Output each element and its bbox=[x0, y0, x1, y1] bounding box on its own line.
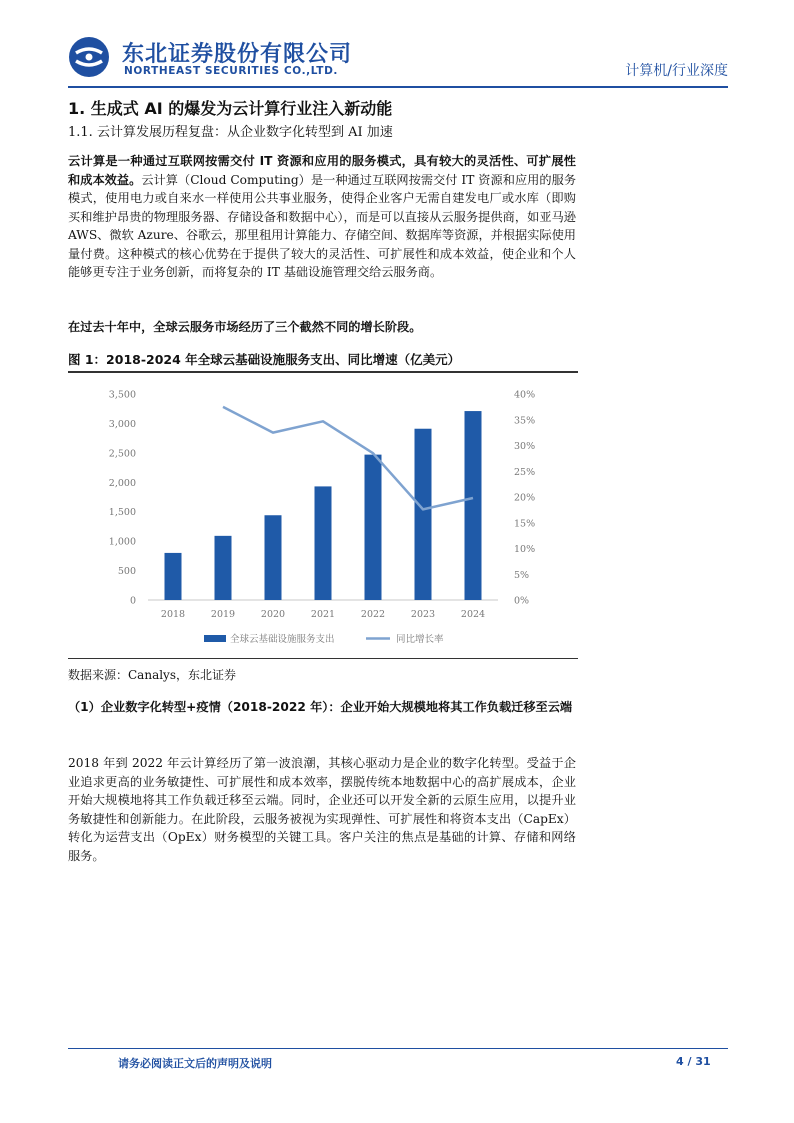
y2-tick-label: 40% bbox=[514, 389, 536, 401]
x-tick-label: 2022 bbox=[360, 609, 386, 620]
paragraph-growth-stages: 在过去十年中，全球云服务市场经历了三个截然不同的增长阶段。 bbox=[68, 320, 422, 334]
company-name-en: NORTHEAST SECURITIES CO.,LTD. bbox=[124, 65, 338, 77]
page-header bbox=[68, 30, 728, 86]
figure-bottom-rule bbox=[68, 658, 578, 659]
x-tick-label: 2018 bbox=[160, 609, 186, 620]
y2-tick-label: 0% bbox=[514, 595, 530, 607]
y2-tick-label: 20% bbox=[514, 492, 536, 504]
y2-tick-label: 5% bbox=[514, 569, 530, 581]
y-tick-label: 0 bbox=[129, 595, 136, 607]
y-tick-label: 1,500 bbox=[108, 507, 136, 519]
page-number: 4 / 31 bbox=[676, 1055, 711, 1068]
x-tick-label: 2021 bbox=[310, 609, 336, 620]
paragraph-intro-body: 云计算（Cloud Computing）是一种通过互联网按需交付 IT 资源和应用的服务模式，使用电力或自来水一样使用公共事业服务，使得企业客户无需自建发电厂或水库（即购买和维护昂贵的物理服务器、存储设备和数据中心），而是可以直接从云服务提供商，如亚马逊 AWS、微软 Azure、谷歌云，那里租用计算能力、存储空间、数据库等资源，并根据实际使用量付费。这种模式的核心优势在于提供了较大的灵活性、可扩展性和成本效益，使企业和个人能够更专注于业务创新，而将复杂的 IT 基础设施管理交给云服务商。 bbox=[68, 172, 577, 279]
figure-title: 图 1：2018-2024 年全球云基础设施服务支出、同比增速（亿美元） bbox=[68, 352, 461, 367]
bar-spend-2023 bbox=[415, 429, 432, 600]
y-tick-label: 3,000 bbox=[108, 418, 136, 430]
footer-divider bbox=[68, 1048, 728, 1049]
stage-one-heading: （1）企业数字化转型+疫情（2018-2022 年）：企业开始大规模地将其工作负载迁移至云端 bbox=[68, 700, 573, 714]
bar-spend-2022 bbox=[365, 455, 382, 600]
y2-tick-label: 10% bbox=[514, 544, 536, 555]
section-subtitle: 1.1. 云计算发展历程复盘：从企业数字化转型到 AI 加速 bbox=[68, 125, 393, 140]
x-tick-label: 2023 bbox=[410, 609, 436, 620]
figure-source: 数据来源：Canalys，东北证券 bbox=[68, 668, 236, 682]
x-tick-label: 2024 bbox=[460, 609, 486, 620]
report-type: 计算机/行业深度 bbox=[625, 63, 728, 79]
header-divider bbox=[68, 86, 728, 88]
bar-spend-2020 bbox=[265, 515, 282, 600]
bar-spend-2019 bbox=[215, 536, 232, 600]
footer-disclaimer: 请务必阅读正文后的声明及说明 bbox=[118, 1057, 272, 1070]
stage-one-body: 2018 年到 2022 年云计算经历了第一波浪潮，其核心驱动力是企业的数字化转型。受益于企业追求更高的业务敏捷性、可扩展性和成本效率，摆脱传统本地数据中心的高扩展成本，企业开始大规模地将其工作负载迁移至云端。同时，企业还可以开发全新的云原生应用，以提升业务敏捷性和创新能力。在此阶段，云服务被视为实现弹性、可扩展性和将资本支出（CapEx）转化为运营支出（OpEx）财务模型的关键工具。客户关注的焦点是基础的计算、存储和网络服务。 bbox=[68, 756, 576, 863]
paragraph-intro-lead: 云计算是一种通过互联网按需交付 IT 资源和应用的服务模式，具有较大的灵活性、可扩展性和成本效益。 bbox=[68, 154, 576, 187]
y2-tick-label: 15% bbox=[514, 518, 536, 530]
y-tick-label: 500 bbox=[117, 566, 136, 578]
paragraph-intro bbox=[68, 152, 576, 282]
y-tick-label: 1,000 bbox=[108, 536, 136, 548]
y-tick-label: 2,000 bbox=[108, 477, 136, 489]
y-tick-label: 2,500 bbox=[108, 448, 136, 460]
y2-tick-label: 30% bbox=[514, 441, 536, 452]
legend-label-growth: 同比增长率 bbox=[396, 634, 444, 645]
bar-spend-2018 bbox=[165, 553, 182, 600]
legend-label-spend: 全球云基础设施服务支出 bbox=[230, 634, 335, 645]
company-logo-icon bbox=[68, 36, 110, 78]
legend-swatch-spend bbox=[204, 635, 226, 642]
bar-spend-2024 bbox=[465, 411, 482, 600]
y2-tick-label: 25% bbox=[514, 466, 536, 478]
bar-spend-2021 bbox=[315, 486, 332, 600]
cloud-spend-chart bbox=[68, 376, 578, 656]
x-tick-label: 2019 bbox=[210, 609, 236, 620]
y-tick-label: 3,500 bbox=[108, 389, 136, 401]
line-yoy-growth bbox=[223, 407, 473, 509]
y2-tick-label: 35% bbox=[514, 415, 536, 427]
company-name-cn: 东北证券股份有限公司 bbox=[122, 42, 353, 67]
section-title: 1. 生成式 AI 的爆发为云计算行业注入新动能 bbox=[68, 99, 393, 118]
x-tick-label: 2020 bbox=[260, 609, 286, 620]
figure-top-rule bbox=[68, 371, 578, 373]
